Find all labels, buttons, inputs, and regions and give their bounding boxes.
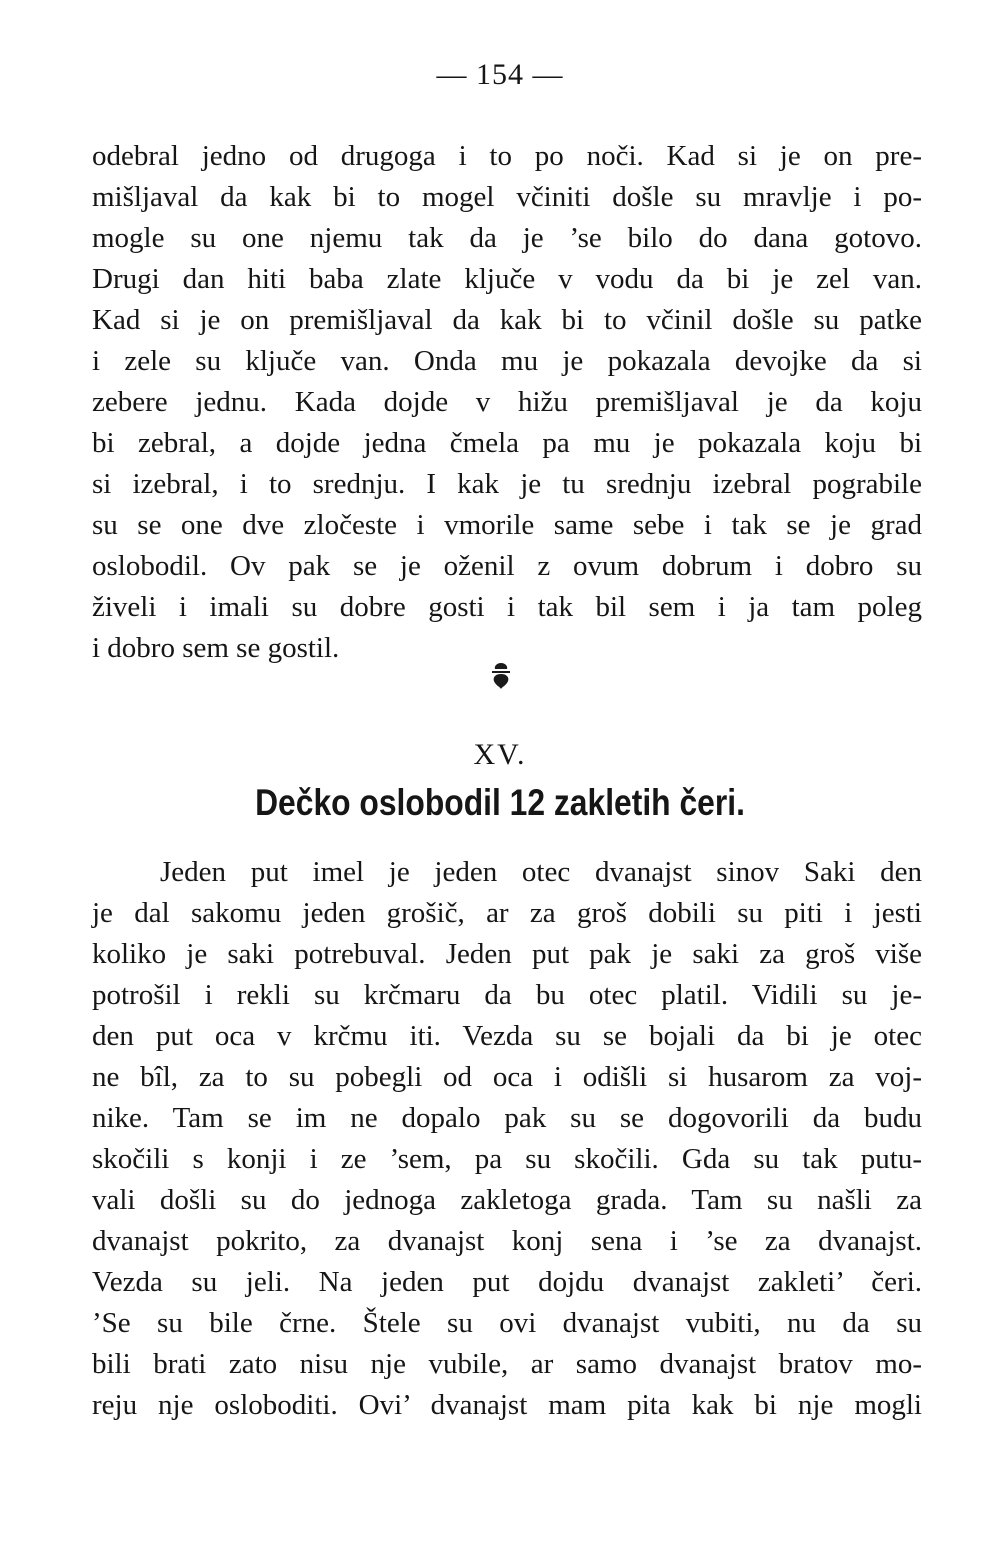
text-line: nike. Tam se im ne dopalo pak su se dogovorili da budu	[92, 1102, 922, 1134]
text-line: bili brati zato nisu nje vubile, ar samo dvanajst bratov mo-	[92, 1348, 922, 1380]
text-line: si izebral, i to srednju. I kak je tu srednju izebral pograbile	[92, 468, 922, 500]
text-line: su se one dve zločeste i vmorile same sebe i tak se je grad	[92, 509, 922, 541]
chapter-number: XV.	[473, 738, 527, 771]
text-line: koliko je saki potrebuval. Jeden put pak je saki za groš više	[92, 938, 922, 970]
text-line: mišljaval da kak bi to mogel včiniti došle su mravlje i po-	[92, 181, 922, 213]
text-line: Kad si je on premišljaval da kak bi to včinil došle su patke	[92, 304, 922, 336]
page-number: — 154 —	[436, 58, 564, 91]
text-line: vali došli su do jednoga zakletoga grada. Tam su našli za	[92, 1184, 922, 1216]
text-line: je dal sakomu jeden grošič, ar za groš dobili su piti i jesti	[92, 897, 922, 929]
text-line: skočili s konji i ze ’sem, pa su skočili. Gda su tak putu-	[92, 1143, 922, 1175]
text-line: živeli i imali su dobre gosti i tak bil sem i ja tam poleg	[92, 591, 922, 623]
text-line: i zele su ključe van. Onda mu je pokazala devojke da si	[92, 345, 922, 377]
text-line: potrošil i rekli su krčmaru da bu otec platil. Vidili su je-	[92, 979, 922, 1011]
text-line: oslobodil. Ov pak se je oženil z ovum dobrum i dobro su	[92, 550, 922, 582]
text-line: Drugi dan hiti baba zlate ključe v vodu da bi je zel van.	[92, 263, 922, 295]
text-line: Vezda su jeli. Na jeden put dojdu dvanajst zakleti’ čeri.	[92, 1266, 922, 1298]
text-line: ’Se su bile črne. Štele su ovi dvanajst vubiti, nu da su	[92, 1307, 922, 1339]
chapter-title: Dečko oslobodil 12 zakletih čeri.	[255, 782, 745, 823]
text-line: mogle su one njemu tak da je ’se bilo do dana gotovo.	[92, 222, 922, 254]
text-line: zebere jednu. Kada dojde v hižu premišljaval je da koju	[92, 386, 922, 418]
text-line: i dobro sem se gostil.	[92, 632, 340, 664]
text-line: reju nje osloboditi. Ovi’ dvanajst mam pita kak bi nje mogli	[92, 1389, 922, 1421]
text-line: Jeden put imel je jeden otec dvanajst sinov Saki den	[160, 856, 922, 888]
fleuron-ornament-icon	[488, 660, 514, 690]
text-line: den put oca v krčmu iti. Vezda su se bojali da bi je otec	[92, 1020, 922, 1052]
text-line: odebral jedno od drugoga i to po noči. Kad si je on pre-	[92, 140, 922, 172]
text-line: ne bîl, za to su pobegli od oca i odišli si husarom za voj-	[92, 1061, 922, 1093]
text-line: bi zebral, a dojde jedna čmela pa mu je pokazala koju bi	[92, 427, 922, 459]
text-line: dvanajst pokrito, za dvanajst konj sena i ’se za dvanajst.	[92, 1225, 922, 1257]
